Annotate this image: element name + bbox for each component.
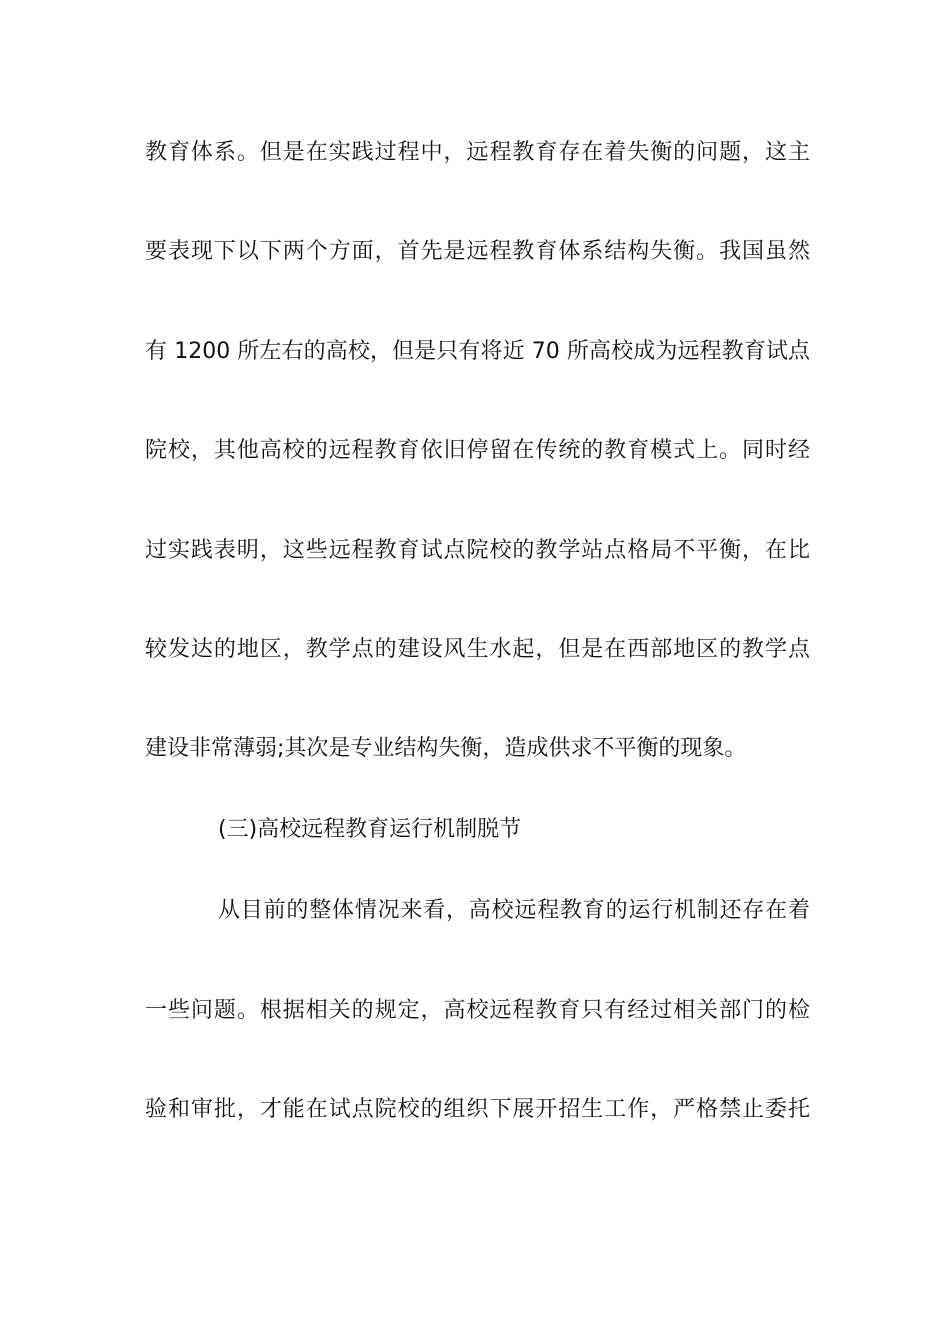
body-text-line: 要表现下以下两个方面，首先是远程教育体系结构失衡。我国虽然 [145,239,810,264]
body-text-line: 教育体系。但是在实践过程中，远程教育存在着失衡的问题，这主 [145,140,810,165]
body-text-line: 有 1200 所左右的高校，但是只有将近 70 所高校成为远程教育试点 [145,339,810,364]
paragraph-first-line: 从目前的整体情况来看，高校远程教育的运行机制还存在着 [218,898,810,923]
body-text-line: 验和审批，才能在试点院校的组织下展开招生工作，严格禁止委托 [145,1097,810,1122]
body-text-line: 院校，其他高校的远程教育依旧停留在传统的教育模式上。同时经 [145,438,810,463]
body-text-line: 较发达的地区，教学点的建设风生水起，但是在西部地区的教学点 [145,637,810,662]
section-heading: (三)高校远程教育运行机制脱节 [218,817,522,842]
body-text-line: 一些问题。根据相关的规定，高校远程教育只有经过相关部门的检 [145,998,810,1023]
body-text-line: 过实践表明，这些远程教育试点院校的教学站点格局不平衡，在比 [145,538,810,563]
body-text-line: 建设非常薄弱;其次是专业结构失衡，造成供求不平衡的现象。 [145,736,747,761]
